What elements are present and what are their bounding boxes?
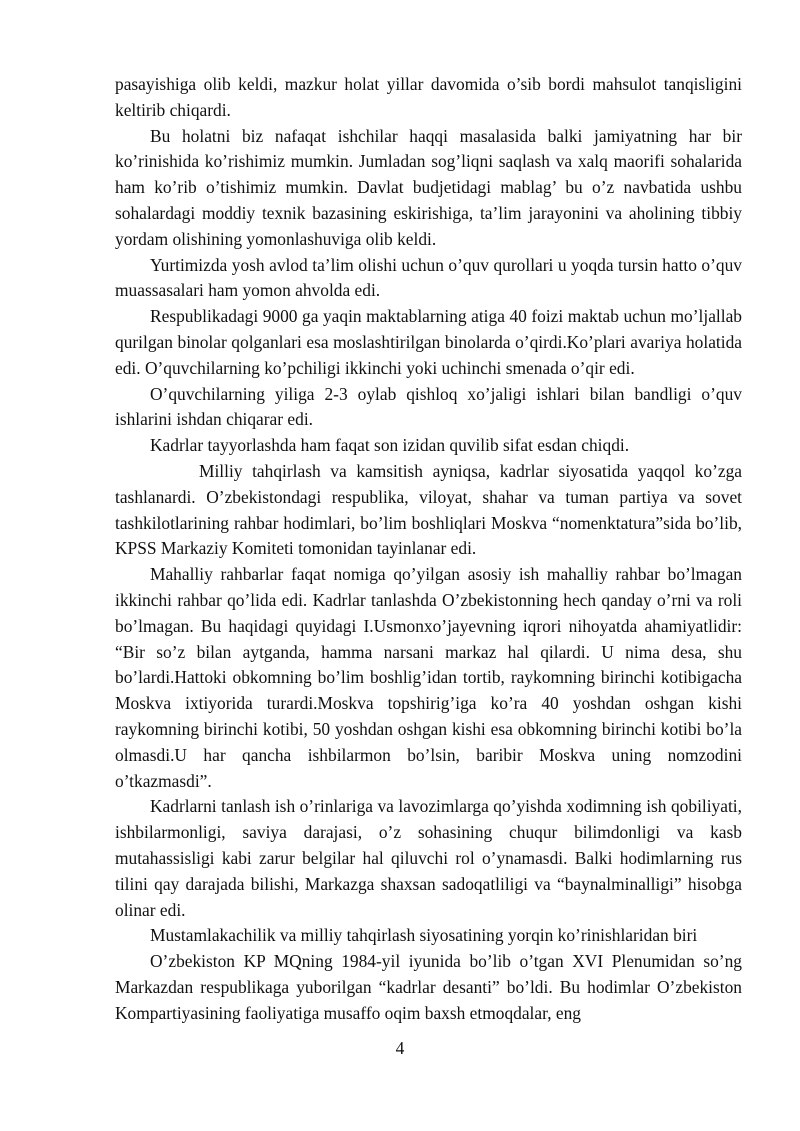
paragraph-colonialism: Mustamlakachilik va milliy tahqirlash siyosatining yorqin ko’rinishlaridan biri xyxy=(150,925,698,946)
paragraph-agriculture-work: O’quvchilarning yiliga 2-3 oylab qishloq xo’jaligi ishlari bilan bandligi o’quv ishlarini ishdan chiqarar edi. xyxy=(115,383,742,430)
page-number: 4 xyxy=(395,1038,405,1058)
paragraph-plenum: O’zbekiston KP MQning 1984-yil iyunida bo’lib o’tgan XVI Plenumidan so’ng Markazdan respublikaga yuborilgan “kadrlar desanti” bo’ldi. Bu hodimlar O’zbekiston Kompartiyasining faoliyatiga musaffo oqim baxsh etmoqdalar, eng xyxy=(115,951,742,1023)
paragraph-cadre-training: Kadrlar tayyorlashda ham faqat son izidan quvilib sifat esdan chiqdi. xyxy=(150,435,630,456)
paragraph-youth-education: Yurtimizda yosh avlod ta’lim olishi uchun o’quv qurollari u yoqda tursin hatto o’quv muassasalari ham yomon ahvolda edi. xyxy=(115,254,742,301)
paragraph-local-leaders: Mahalliy rahbarlar faqat nomiga qo’yilgan asosiy ish mahalliy rahbar bo’lmagan ikkinchi rahbar qo’lida edi. Kadrlar tanlashda O’zbekistonning hech qanday o’rni va roli bo’lmagan. Bu haqidagi quyidagi I.Usmonxo’jayevning iqrori nihoyatda ahamiyatlidir: “Bir so’z bilan aytganda, hamma narsani markaz hal qilardi. U nima desa, shu bo’lardi.Hattoki obkomning bo’lim boshlig’idan tortib, raykomning birinchi kotibigacha Moskva ixtiyorida turardi.Moskva topshirig’iga ko’ra 40 yoshdan oshgan kishi raykomning birinchi kotibi, 50 yoshdan oshgan kishi esa obkomning birinchi kotibi bo’la olmasdi.U har qancha ishbilarmon bo’lsin, baribir Moskva uning nomzodini o’tkazmasdi”. xyxy=(115,564,742,791)
paragraph-schools: Respublikadagi 9000 ga yaqin maktablarning atiga 40 foizi maktab uchun mo’ljallab qurilgan binolar qolganlari esa moslashtirilgan binolarda o’qirdi.Ko’plari avariya holatida edi. O’quvchilarning ko’pchiligi ikkinchi yoki uchinchi smenada o’qir edi. xyxy=(115,306,742,378)
paragraph-national-humiliation: Milliy tahqirlash va kamsitish ayniqsa, kadrlar siyosatida yaqqol ko’zga tashlanardi. O’zbekistondagi respublika, viloyat, shahar va tuman partiya va sovet tashkilotlarining rahbar hodimlari, bo’lim boshliqlari Moskva “nomenktatura”sida bo’lib, KPSS Markaziy Komiteti tomonidan tayinlanar edi. xyxy=(115,460,742,559)
paragraph-cadre-selection: Kadrlarni tanlash ish o’rinlariga va lavozimlarga qo’yishda xodimning ish qobiliyati, ishbilarmonligi, saviya darajasi, o’z sohasining chuqur bilimdonligi va kasb mutahassisligi kabi zarur belgilar hal qiluvchi rol o’ynamasdi. Balki hodimlarning rus tilini qay darajada bilishi, Markazga shaxsan sadoqatliligi va “baynalminalligi” hisobga olinar edi. xyxy=(115,796,742,920)
paragraph-continuation: pasayishiga olib keldi, mazkur holat yillar davomida o’sib bordi mahsulot tanqisligini keltirib chiqardi. xyxy=(115,74,742,120)
document-body xyxy=(115,72,742,1026)
paragraph-society: Bu holatni biz nafaqat ishchilar haqqi masalasida balki jamiyatning har bir ko’rinishida ko’rishimiz mumkin. Jumladan sog’liqni saqlash va xalq maorifi sohalarida ham ko’rib o’tishimiz mumkin. Davlat budjetidagi mablag’ bu o’z navbatida ushbu sohalardagi moddiy texnik bazasining eskirishiga, ta’lim jarayonini va aholining tibbiy yordam olishining yomonlashuviga olib keldi. xyxy=(115,125,742,249)
